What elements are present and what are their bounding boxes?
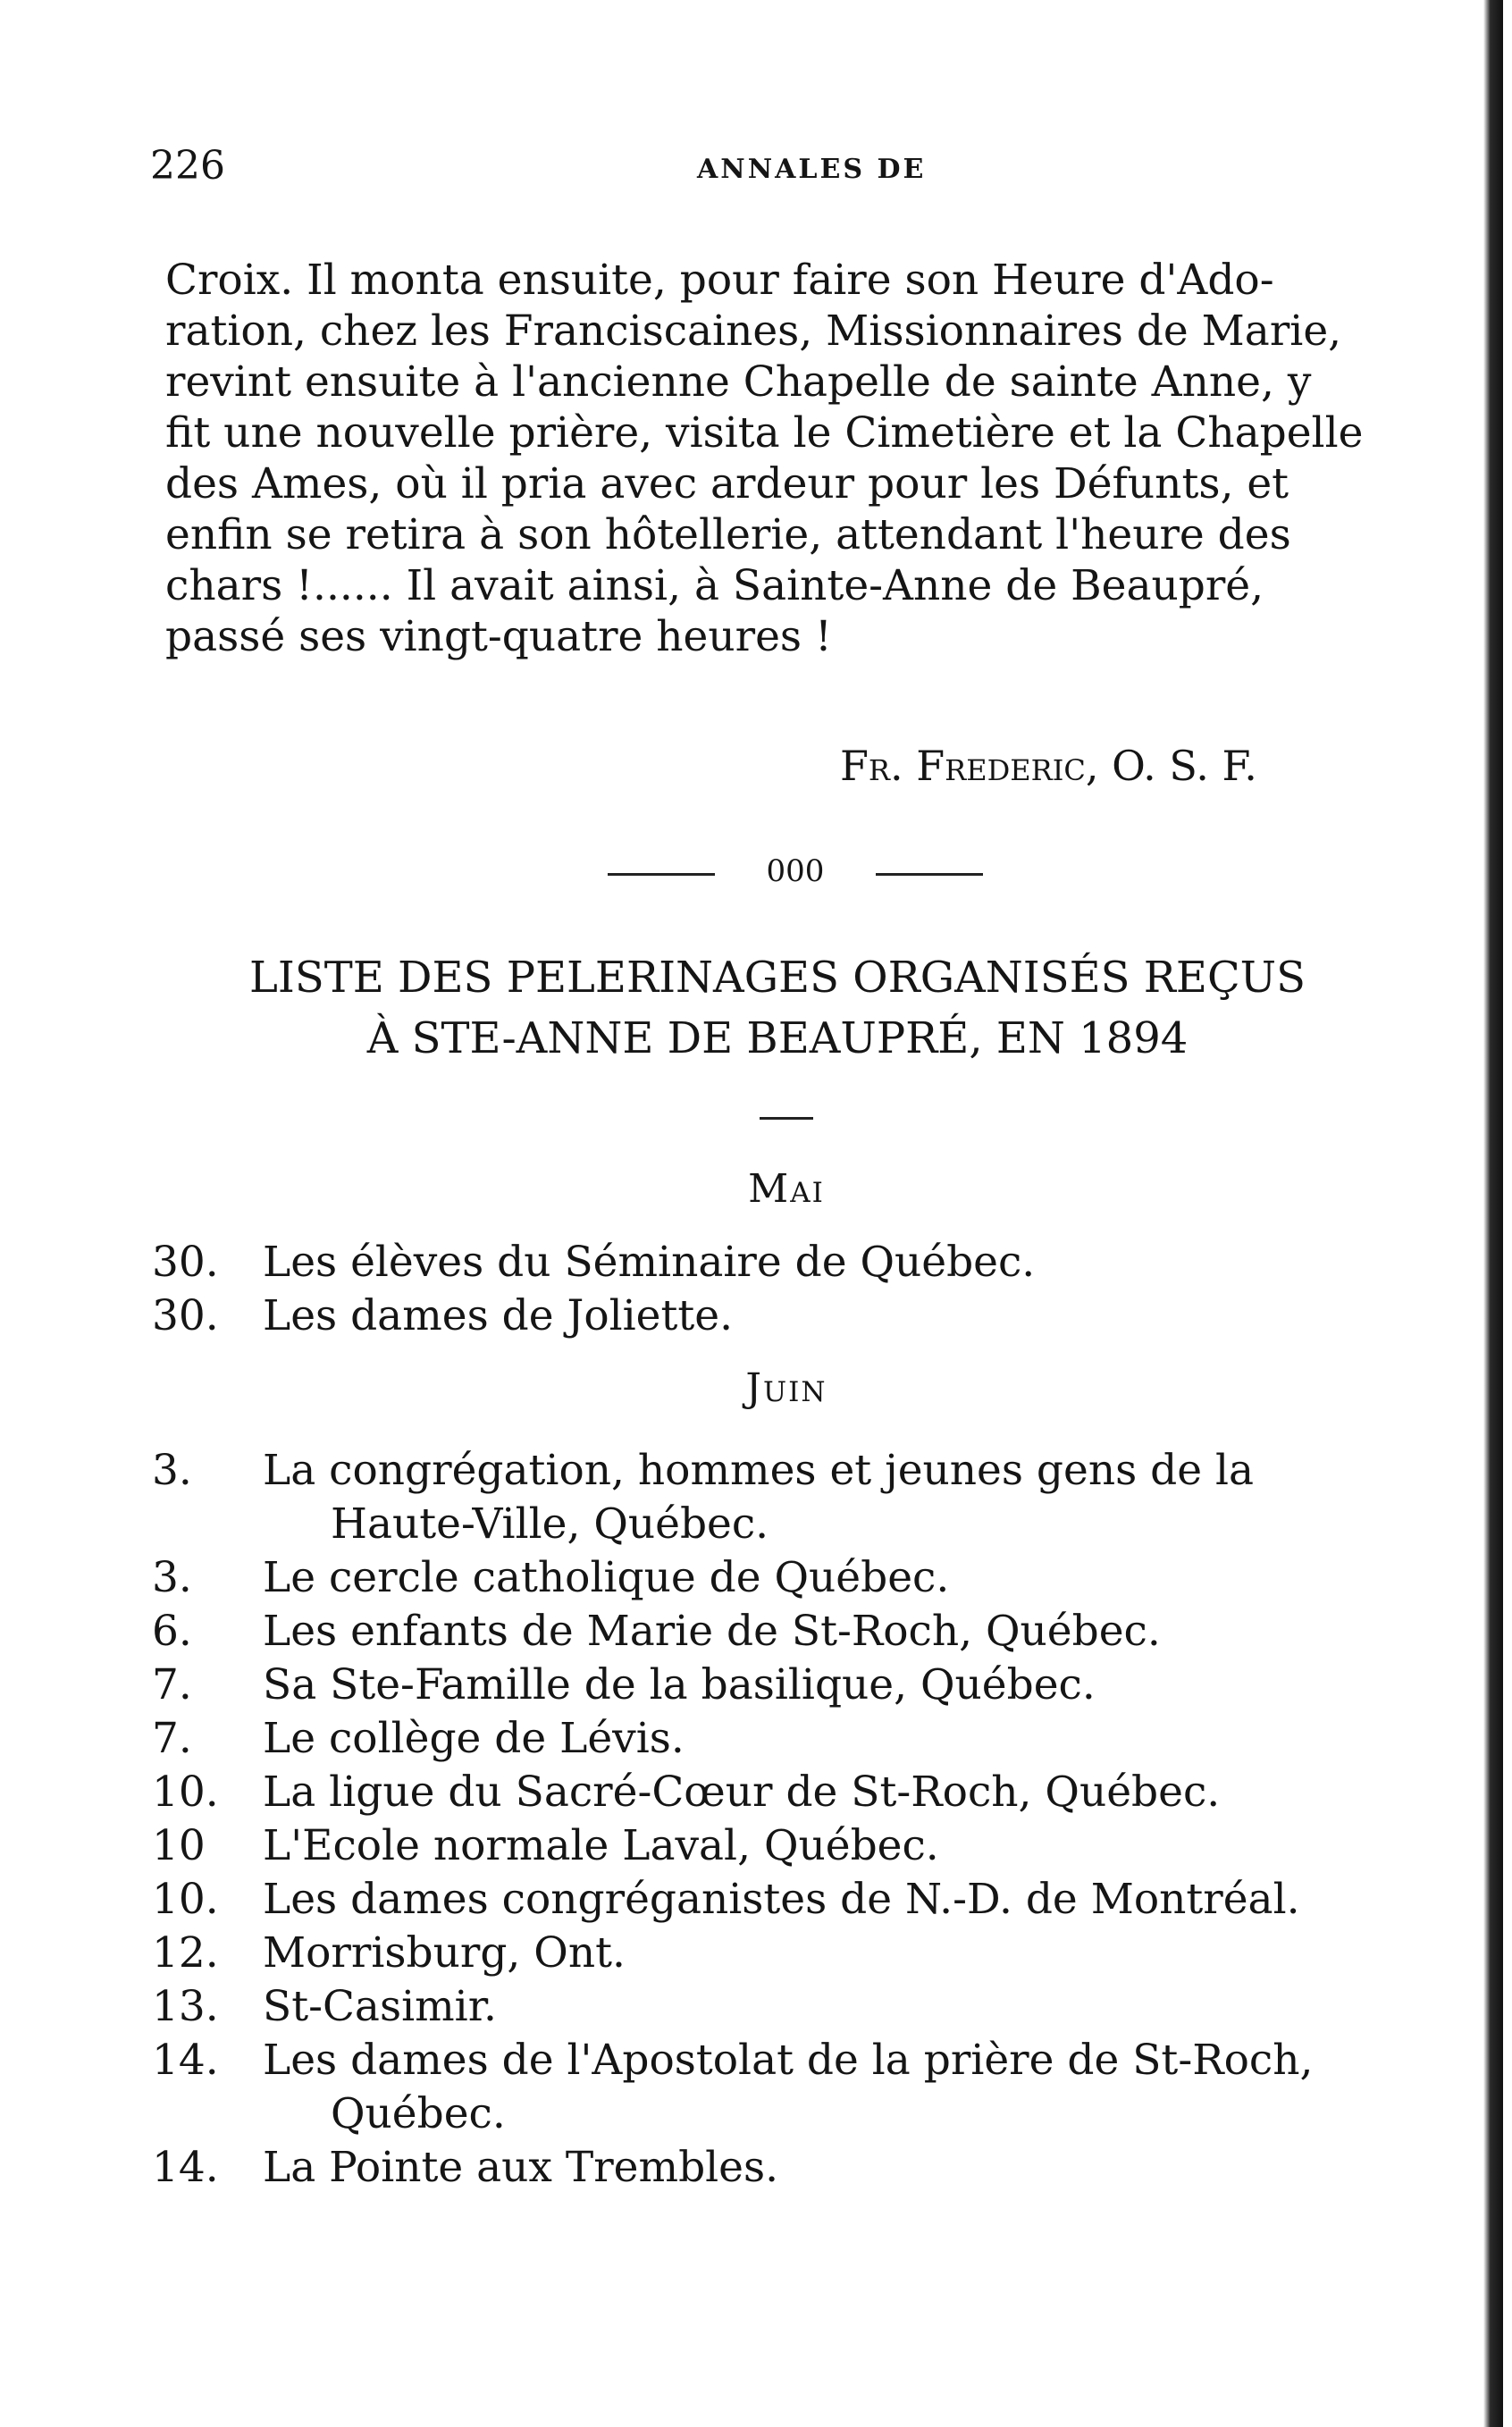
month-entries-mai (152, 1238, 1421, 1345)
author-signature: Fr. Frederic, O. S. F. (840, 742, 1257, 790)
text-line: revint ensuite à l'ancienne Chapelle de sainte Anne, y (165, 357, 1312, 407)
page-number: 226 (150, 143, 225, 189)
entry-text: Le collège de Lévis. (263, 1714, 685, 1763)
list-item (152, 1238, 1421, 1291)
list-item (152, 1660, 1421, 1714)
entry-day: 6. (152, 1607, 192, 1656)
entry-text: Les enfants de Marie de St-Roch, Québec. (263, 1607, 1161, 1656)
entry-text: La Pointe aux Trembles. (263, 2143, 779, 2192)
entry-text: Les élèves du Séminaire de Québec. (263, 1238, 1036, 1287)
entry-day: 13. (152, 1982, 219, 2031)
entry-day: 10 (152, 1821, 206, 1870)
entry-text: St-Casimir. (263, 1982, 497, 2031)
list-item (152, 2143, 1421, 2196)
separator-rule-left (608, 873, 715, 876)
entry-text-continued: Québec. (331, 2089, 506, 2138)
list-item-continuation (152, 2089, 1421, 2143)
list-item (152, 1982, 1421, 2036)
month-heading-mai: Mai (748, 1166, 825, 1212)
separator-rule-right (876, 873, 983, 876)
entry-day: 7. (152, 1714, 192, 1763)
text-line: chars !...... Il avait ainsi, à Sainte-Anne de Beaupré, (165, 561, 1264, 610)
list-item (152, 1607, 1421, 1660)
text-line: ration, chez les Franciscaines, Missionnaires de Marie, (165, 307, 1342, 356)
title-rule (760, 1117, 813, 1120)
text-line: Croix. Il monta ensuite, pour faire son Heure d'Ado- (165, 256, 1274, 305)
running-head: ANNALES DE (697, 154, 927, 185)
entry-text: Sa Ste-Famille de la basilique, Québec. (263, 1660, 1096, 1709)
page-header (143, 143, 1412, 197)
entry-text: L'Ecole normale Laval, Québec. (263, 1821, 939, 1870)
paragraph (165, 255, 1416, 662)
list-item (152, 1821, 1421, 1875)
entry-text: La ligue du Sacré-Cœur de St-Roch, Québec. (263, 1768, 1221, 1817)
entry-text: Les dames congréganistes de N.-D. de Montréal. (263, 1875, 1300, 1924)
entry-text: Morrisburg, Ont. (263, 1928, 626, 1978)
list-title (143, 947, 1412, 1069)
entry-day: 10. (152, 1768, 219, 1817)
entry-day: 12. (152, 1928, 219, 1978)
list-item (152, 1553, 1421, 1607)
list-item (152, 1875, 1421, 1928)
list-item (152, 1291, 1421, 1345)
entry-day: 14. (152, 2036, 219, 2085)
separator-mark: 000 (766, 853, 825, 889)
entry-day: 3. (152, 1446, 192, 1495)
text-line: fit une nouvelle prière, visita le Cimetière et la Chapelle (165, 408, 1364, 458)
list-item (152, 1928, 1421, 1982)
list-item (152, 2036, 1421, 2089)
list-title-line-2: À STE-ANNE DE BEAUPRÉ, EN 1894 (366, 1013, 1189, 1063)
entry-text: Le cercle catholique de Québec. (263, 1553, 950, 1602)
entry-day: 30. (152, 1291, 219, 1340)
list-item (152, 1768, 1421, 1821)
page-edge-shadow (1483, 0, 1503, 2427)
section-separator (608, 853, 983, 898)
list-item (152, 1714, 1421, 1768)
entry-day: 7. (152, 1660, 192, 1709)
entry-text-continued: Haute-Ville, Québec. (331, 1499, 769, 1549)
text-line: passé ses vingt-quatre heures ! (165, 612, 832, 661)
list-title-line-1: LISTE DES PELERINAGES ORGANISÉS REÇUS (249, 953, 1306, 1003)
entry-day: 3. (152, 1553, 192, 1602)
month-entries-juin (152, 1446, 1421, 2196)
entry-day: 14. (152, 2143, 219, 2192)
entry-day: 30. (152, 1238, 219, 1287)
entry-text: Les dames de Joliette. (263, 1291, 734, 1340)
month-heading-juin: Juin (745, 1365, 827, 1411)
text-line: des Ames, où il pria avec ardeur pour les Défunts, et (165, 459, 1289, 508)
text-line: enfin se retira à son hôtellerie, attendant l'heure des (165, 510, 1291, 559)
entry-text: Les dames de l'Apostolat de la prière de St-Roch, (263, 2036, 1314, 2085)
list-item (152, 1446, 1421, 1499)
entry-text: La congrégation, hommes et jeunes gens de la (263, 1446, 1255, 1495)
entry-day: 10. (152, 1875, 219, 1924)
list-item-continuation (152, 1499, 1421, 1553)
